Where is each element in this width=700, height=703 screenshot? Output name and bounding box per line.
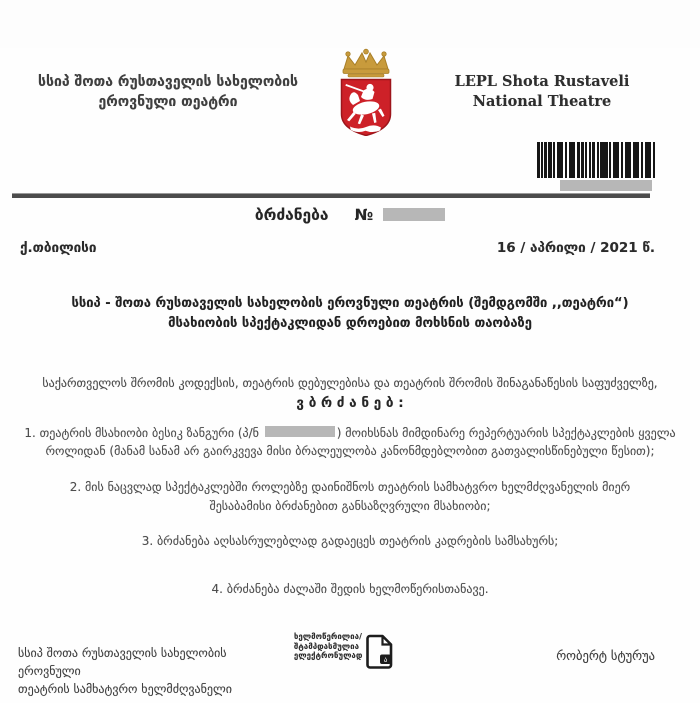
item-2-text: მის ნაცვლად სპექტაკლებში როლებზე დაინიშნოს თეატრის სამხატვრო ხელმძღვანელის მიერ შესაბამისი ბრძანებით განსაზღვრული მსახიობი;	[85, 479, 631, 513]
signature-block	[18, 632, 655, 698]
org-name-georgian	[18, 72, 318, 113]
order-title: ბრძანება	[254, 205, 329, 224]
org-name-english-line2: National Theatre	[472, 93, 612, 110]
barcode-number-redaction-box	[560, 180, 652, 191]
item-4-text: ბრძანება ძალაში შედის ხელმოწერისთანავე.	[226, 581, 489, 596]
org-name-georgian-line1: სსიპ შოთა რუსთაველის სახელობის	[38, 73, 298, 90]
item-3-text: ბრძანება აღსასრულებლად გადაეცეს თეატრის კადრების სამსახურს;	[156, 534, 559, 549]
item-2-number: 2.	[69, 479, 82, 494]
meta-row	[20, 240, 655, 256]
order-item-2	[55, 478, 645, 515]
order-item-1	[20, 424, 680, 461]
e-signature-stamp-text	[294, 632, 363, 660]
org-name-english-line1: LEPL Shota Rustaveli	[454, 72, 630, 90]
subject-line1: სსიპ - შოთა რუსთაველის სახელობის ეროვნული თეატრის (შემდგომში ,,თეატრი“)	[71, 295, 629, 311]
subject-line2: მსახიობის სპექტაკლიდან დროებით მოხსნის თაობაზე	[168, 315, 532, 331]
svg-text:ა: ა	[383, 656, 387, 665]
item-4-number: 4.	[211, 581, 223, 596]
number-sign: №	[354, 205, 374, 224]
signed-document-icon	[366, 634, 394, 673]
org-name-georgian-line2: ეროვნული თეატრი	[98, 94, 238, 110]
item-1-text-after: ) მოიხსნას მიმდინარე რეპერტუარის სპექტაკლების ყველა როლიდან (მანამ სანამ არ გაირკვევა მისი ბრალეულობა კანონმდებლობით გათვალისწინებული წესით);	[45, 425, 676, 459]
signer-position-line2: თეატრის სამხატვრო ხელმძღვანელი	[18, 682, 232, 697]
document-header	[18, 48, 670, 136]
personal-number-redaction-box	[265, 426, 335, 437]
order-title-row	[0, 206, 700, 224]
stamp-line1: ხელმოწერილია/	[294, 632, 363, 642]
preamble-text: საქართველოს შრომის კოდექსის, თეატრის დებულებისა და თეატრის შრომის შინაგანაწესის საფუძველზე,	[42, 375, 658, 390]
subject-heading	[28, 294, 672, 334]
order-item-4	[40, 580, 660, 599]
order-word: ვ ბ რ ძ ა ნ ე ბ :	[296, 394, 404, 411]
item-3-number: 3.	[141, 534, 154, 549]
signer-position-line1: სსიპ შოთა რუსთაველის სახელობის ეროვნული	[18, 646, 227, 679]
georgia-coat-of-arms-icon	[333, 48, 399, 136]
header-divider	[12, 193, 650, 198]
stamp-line2: შტამპდასმულია	[294, 641, 360, 651]
city-label: ქ.თბილისი	[20, 239, 97, 256]
emblem-wrap	[318, 48, 414, 136]
barcode-icon	[537, 142, 655, 178]
org-name-english	[414, 72, 670, 113]
stamp-line3: ელექტრონულად	[294, 651, 363, 661]
item-1-number: 1.	[24, 425, 36, 440]
signer-position	[18, 644, 290, 698]
order-document-page	[0, 48, 700, 703]
order-item-3	[40, 532, 660, 551]
signer-name: რობერტ სტურუა	[556, 648, 655, 664]
order-number-redaction-box	[383, 208, 445, 221]
item-1-text-before: თეატრის მსახიობი ბესიკ ზანგური (პ/ნ	[39, 425, 259, 440]
e-signature-stamp	[294, 632, 394, 673]
barcode-block	[0, 142, 655, 191]
date-label: 16 / აპრილი / 2021 წ.	[496, 239, 655, 256]
